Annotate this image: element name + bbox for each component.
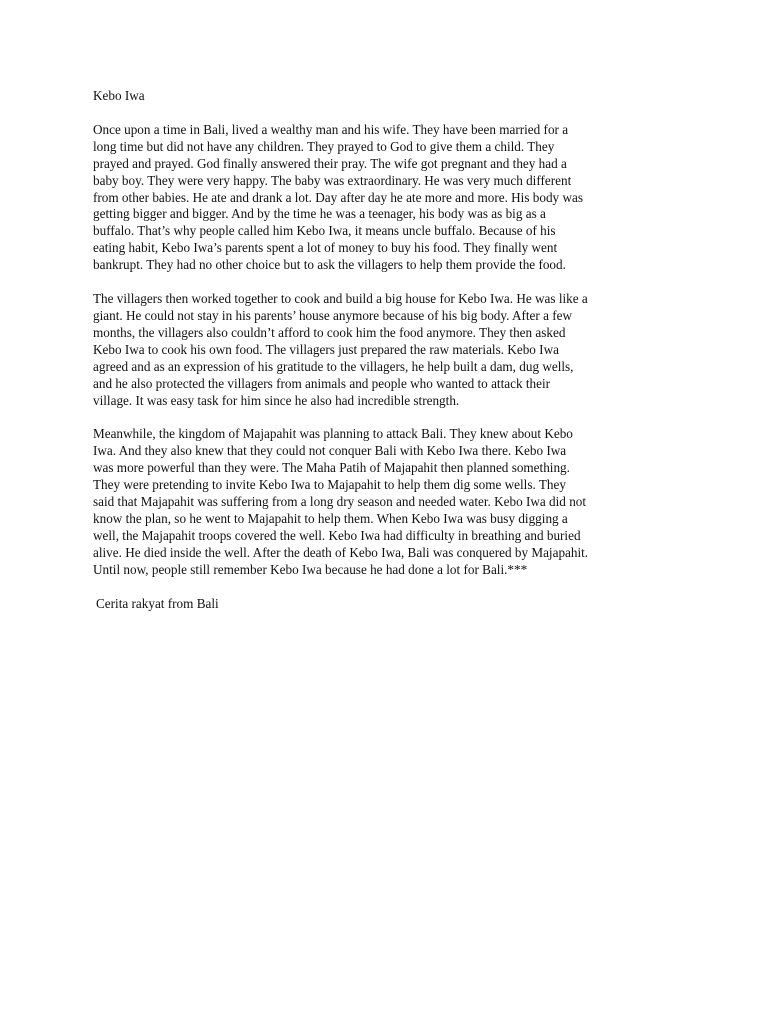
paragraph-3: Meanwhile, the kingdom of Majapahit was planning to attack Bali. They knew about Kebo Iwa. And they also knew that they could not conquer Bali with Kebo Iwa there. Kebo Iwa was more powerful than they were. The Maha Patih of Majapahit then planned something. They were pretending to invite Kebo Iwa to Majapahit to help them dig some wells. They said that Majapahit was suffering from a long dry season and needed water. Kebo Iwa did not know the plan, so he went to Majapahit to help them. When Kebo Iwa was busy digging a well, the Majapahit troops covered the well. Kebo Iwa had difficulty in breathing and buried alive. He died inside the well. After the death of Kebo Iwa, Bali was conquered by Majapahit. Until now, people still remember Kebo Iwa because he had done a lot for Bali.*** xyxy=(93,426,589,577)
source-line: Cerita rakyat from Bali xyxy=(96,595,219,611)
paragraph-2: The villagers then worked together to cook and build a big house for Kebo Iwa. He was like a giant. He could not stay in his parents’ house anymore because of his big body. After a few months, the villagers also couldn’t afford to cook him the food anymore. They then asked Kebo Iwa to cook his own food. The villagers just prepared the raw materials. Kebo Iwa agreed and as an expression of his gratitude to the villagers, he help built a dam, dug wells, and he also protected the villagers from animals and people who wanted to attack their village. It was easy task for him since he also had incredible strength. xyxy=(93,291,588,408)
paragraph-1: Once upon a time in Bali, lived a wealthy man and his wife. They have been married for a long time but did not have any children. They prayed to God to give them a child. They prayed and prayed. God finally answered their pray. The wife got pregnant and they had a baby boy. They were very happy. The baby was extraordinary. He was very much different from other babies. He ate and drank a lot. Day after day he ate more and more. His body was getting bigger and bigger. And by the time he was a teenager, his body was as big as a buffalo. That’s why people called him Kebo Iwa, it means uncle buffalo. Because of his eating habit, Kebo Iwa’s parents spent a lot of money to buy his food. They finally went bankrupt. They had no other choice but to ask the villagers to help them provide the food. xyxy=(93,121,583,273)
story-title: Kebo Iwa xyxy=(93,88,145,103)
document-page xyxy=(93,88,683,612)
